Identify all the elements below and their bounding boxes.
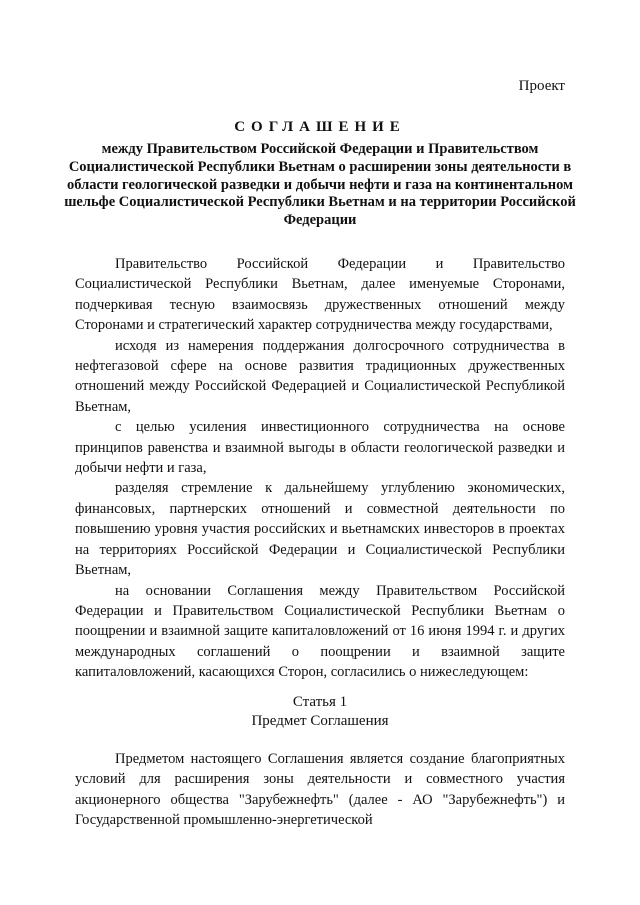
preamble-paragraph: с целью усиления инвестиционного сотрудничества на основе принципов равенства и взаимной выгоды в области геологической разведки и добычи нефти и газа, [75, 419, 565, 477]
preamble-paragraph: исходя из намерения поддержания долгосрочного сотрудничества в нефтегазовой сфере на основе развития традиционных дружественных отношений между Российской Федерацией и Социалистической Республикой Вьетнам, [75, 337, 565, 415]
article-1-heading [0, 693, 640, 731]
article-paragraph: Предметом настоящего Соглашения является создание благоприятных условий для расширения зоны деятельности и совместного участия акционерного общества "Зарубежнефть" (далее - АО "Зарубежнефть") и Государственной промышленно-энергетической [75, 751, 565, 829]
preamble-paragraph: на основании Соглашения между Правительством Российской Федерации и Правительством Социалистической Республики Вьетнам о поощрении и взаимной защите капиталовложений от 16 июня 1994 г. и других международных соглашений о поощрении и взаимной защите капиталовложений, касающихся Сторон, согласились о нижеследующем: [75, 582, 565, 681]
preamble-paragraph: Правительство Российской Федерации и Правительство Социалистической Республики Вьетнам, далее именуемые Сторонами, подчеркивая тесную взаимосвязь дружественных отношений между Сторонами и стратегический характер сотрудничества между государствами, [75, 256, 565, 334]
draft-label: Проект [518, 78, 565, 94]
document-title: СОГЛАШЕНИЕ [234, 119, 406, 135]
preamble-paragraph: разделяя стремление к дальнейшему углублению экономических, финансовых, партнерских отношений и совместной деятельности по повышению уровня участия российских и вьетнамских инвесторов в проектах на территориях Российской Федерации и Социалистической Республики Вьетнам, [75, 480, 565, 579]
article-number: Статья 1 [292, 694, 348, 710]
article-title: Предмет Соглашения [251, 713, 389, 729]
document-subtitle: между Правительством Российской Федерации и Правительством Социалистической Республики Вьетнам о расширении зоны деятельности в области геологической разведки и добычи нефти и газа на континентальном шельфе Социалистической Республики Вьетнам и на территории Российской Федерации [64, 141, 576, 229]
article-1-body [75, 749, 565, 831]
preamble [75, 254, 565, 683]
